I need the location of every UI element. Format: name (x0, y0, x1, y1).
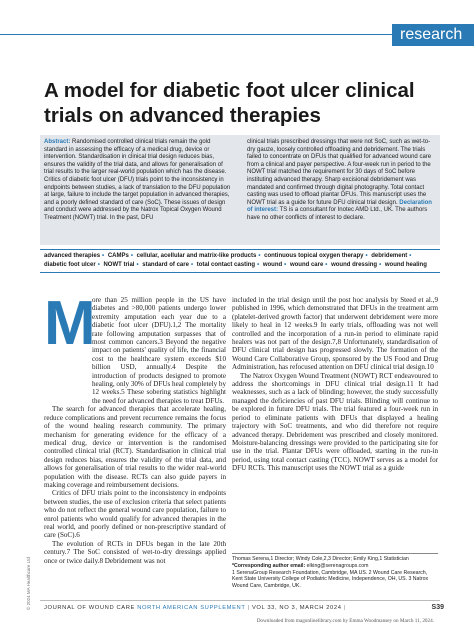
bullet-icon: • (409, 253, 412, 259)
keyword-item: wound dressing (331, 262, 378, 268)
authors-line: Thomas Serena,1 Director; Windy Cole,2,3 Director; Emily King,1 Statistician (232, 556, 409, 562)
bullet-icon: • (130, 253, 133, 259)
keywords-rule-bottom (40, 272, 440, 273)
bullet-icon: • (190, 262, 194, 268)
bullet-icon: • (325, 262, 328, 268)
body-paragraph: ore than 25 million people in the US have diabetes and >80,000 patients undergo lower extremity amputation each year due to a diabetic foot ulcer (DFU).1,2 The mortality rate following amputation surpasses that of most common cancers.3 Beyond the negative impact on patients' quality of life, the financial cost to the healthcare system exceeds $10 billion USD, annually.4 Despite the introduction of products designed to promote healing, only 30% of DFUs heal completely by 12 weeks.5 These sobering statistics highlight the need for advanced therapies to treat DFUs. (92, 296, 226, 405)
declaration-text: TS is a consultant for Inotec AMD Ltd., UK. The authors have no other conflicts of interest to declare. (247, 207, 428, 221)
journal-edition: NORTH AMERICAN SUPPLEMENT (137, 605, 246, 611)
keyword-item: wound care (289, 262, 324, 268)
keyword-item: NOWT trial (103, 262, 135, 268)
keyword-item: advanced therapies (44, 253, 101, 259)
bullet-icon: • (258, 253, 261, 259)
body-paragraph: The Natrox Oxygen Wound Treatment (NOWT) RCT endeavoured to address the shortcomings in DFU clinical trial design.11 It had weaknesses, such as a lack of blinding; however, the study successfully managed the deficiencies of past DFU trials. Blinding will continue to be explored in future DFU trials. The trial featured a four-week run in period to eliminate patients with DFUs that displayed a healing trajectory with SoC treatments, and who did therefore not require advanced therapy. Debridement was prescribed and closely monitored. Moisture-balancing dressings were provided to the participating site for use in the trial. Plantar DFUs were offloaded, starting in the run-in period, using total contact casting (TCC). NOWT serves as a model for DFU RCTs. This manuscript uses the NOWT trial as a guide (232, 371, 438, 473)
bullet-icon: • (97, 262, 100, 268)
author-affiliations (232, 556, 438, 590)
body-column-2 (232, 296, 438, 473)
keyword-item: continuous topical oxygen therapy (264, 253, 364, 259)
declaration-label: Declaration of interest: (247, 199, 432, 214)
page-number: S39 (431, 604, 444, 611)
copyright-text: © 2024 MA Healthcare Ltd (26, 557, 31, 610)
bullet-icon: • (365, 253, 368, 259)
article-title: A model for diabetic foot ulcer clinical trials on advanced therapies (44, 79, 415, 127)
body-paragraph: Critics of DFU trials point to the inconsistency in endpoints between studies, the use of exclusion criteria that select patients who do not reflect the general wound care population, failure to enrol patients who would qualify for advanced therapies in the real world, and poorly defined or non-prescriptive standard of care (SoC).6 (44, 489, 226, 540)
keyword-item: debridement (371, 253, 408, 259)
keywords-rule-top (40, 249, 440, 250)
download-note: Downloaded from magonlinelibrary.com by Emma Woodmansey on March 11, 2024. (256, 618, 434, 624)
bullet-icon: • (284, 262, 287, 268)
keyword-item: cellular, acellular and matrix-like products (136, 253, 257, 259)
body-paragraph: The evolution of RCTs in DFUs began in the late 20th century.7 The SoC consisted of wet-to-dry dressings applied once or twice daily.8 Debridement was not (44, 539, 226, 565)
keyword-item: CAMPs (107, 253, 129, 259)
footer-rule (40, 600, 440, 601)
journal-volume: VOL 33, NO 3, MARCH 2024 (251, 605, 342, 611)
drop-cap: M (44, 289, 96, 358)
page-footer: JOURNAL OF WOUND CARE NORTH AMERICAN SUPPLEMENT | VOL 33, NO 3, MARCH 2024 | S39 (44, 604, 444, 611)
keywords-list (44, 252, 444, 270)
bullet-icon: • (379, 262, 382, 268)
bullet-icon: • (102, 253, 105, 259)
affiliation-lines: 1 SerenaGroup Research Foundation, Cambridge, MA US. 2 Wound Care Research, Kent State University College of Podiatric Medicine, Independence, OH, US. 3 Natrox Wound Care, Cambridge, UK. (232, 569, 429, 590)
bullet-icon: • (136, 262, 139, 268)
section-label: research (392, 24, 474, 46)
copyright-notice (26, 530, 34, 610)
abstract-label: Abstract: (44, 139, 71, 145)
corresponding-label: *Corresponding author email: (232, 562, 307, 569)
abstract-text-left: Randomised controlled clinical trials remain the gold standard in assessing the efficacy of a medical drug, device or intervention. Standardisation in clinical trial design reduces bias, ensures the validity of the trial data, and allows for generalisation of trial results to the larger real-world population which has the disease. Critics of diabetic foot ulcer (DFU) trials point to the inconsistency in endpoints between studies, a lack of translation to the DFU population at large, failure to include the target population in advanced therapies, and a poorly defined standard of care (SoC). These issues of design and conduct were addressed by the Natrox Topical Oxygen Wound Treatment (NOWT) trial. In the past, DFU (44, 139, 231, 221)
affiliation-rule (232, 553, 438, 554)
body-paragraph: The search for advanced therapies that accelerate healing, reduce complications and prevent recurrence remains the focus of the wound healing research community. The primary mechanism for generating evidence for the efficacy of a medical drug, device or intervention is the randomised controlled clinical trial (RCT). Standardisation in clinical trial design reduces bias, ensures the validity of the trial data, and allows for generalisation of trial results to the wider real-world population with the disease. RCTs can also guide payers in making coverage and reimbursement decisions. (44, 405, 226, 489)
keyword-item: diabetic foot ulcer (44, 262, 96, 268)
abstract-right-column (247, 139, 437, 223)
keyword-item: total contact casting (196, 262, 256, 268)
body-paragraph: included in the trial design until the post hoc analysis by Steed et al.,9 published in 1996, which demonstrated that DFUs in the treatment arm (platelet-derived growth factor) that underwent debridement were more likely to heal in 12 weeks.9 In early trials, offloading was not well controlled and the incorporation of a run-in period to eliminate rapid healers was not part of the design.7,8 Unfortunately, standardisation of DFU clinical trial design has progressed slowly. The formation of the Wound Care Collaborative Group, sponsored by the US Food and Drug Administration, has refocused attention on DFU clinical trial design.10 (232, 296, 438, 372)
abstract-text-right: clinical trials prescribed dressings that were not SoC, such as wet-to-dry gauze, loosely controlled offloading and debridement. The trials failed to concentrate on DFUs that qualified for advanced wound care from a clinical and payer perspective. A four-week run in period to the NOWT trial matched the requirement for 30 days of SoC before instituting advanced therapy. Sharp excisional debridement was mandated and confirmed through digital photography. Total contact casting was used to offload plantar DFUs. This manuscript uses the NOWT trial as a guide for future DFU clinical trial design. (247, 139, 432, 206)
journal-name: JOURNAL OF WOUND CARE (44, 605, 135, 611)
corresponding-email[interactable]: elking@serenagroups.com (306, 562, 369, 569)
section-banner (0, 24, 474, 46)
keyword-item: wound (262, 262, 283, 268)
abstract-left-column (44, 139, 234, 223)
keyword-item: standard of care (142, 262, 189, 268)
banner-rule (0, 34, 392, 35)
corresponding-author (232, 563, 438, 570)
body-column-1 (44, 289, 226, 565)
keyword-item: wound healing (384, 262, 427, 268)
bullet-icon: • (257, 262, 260, 268)
